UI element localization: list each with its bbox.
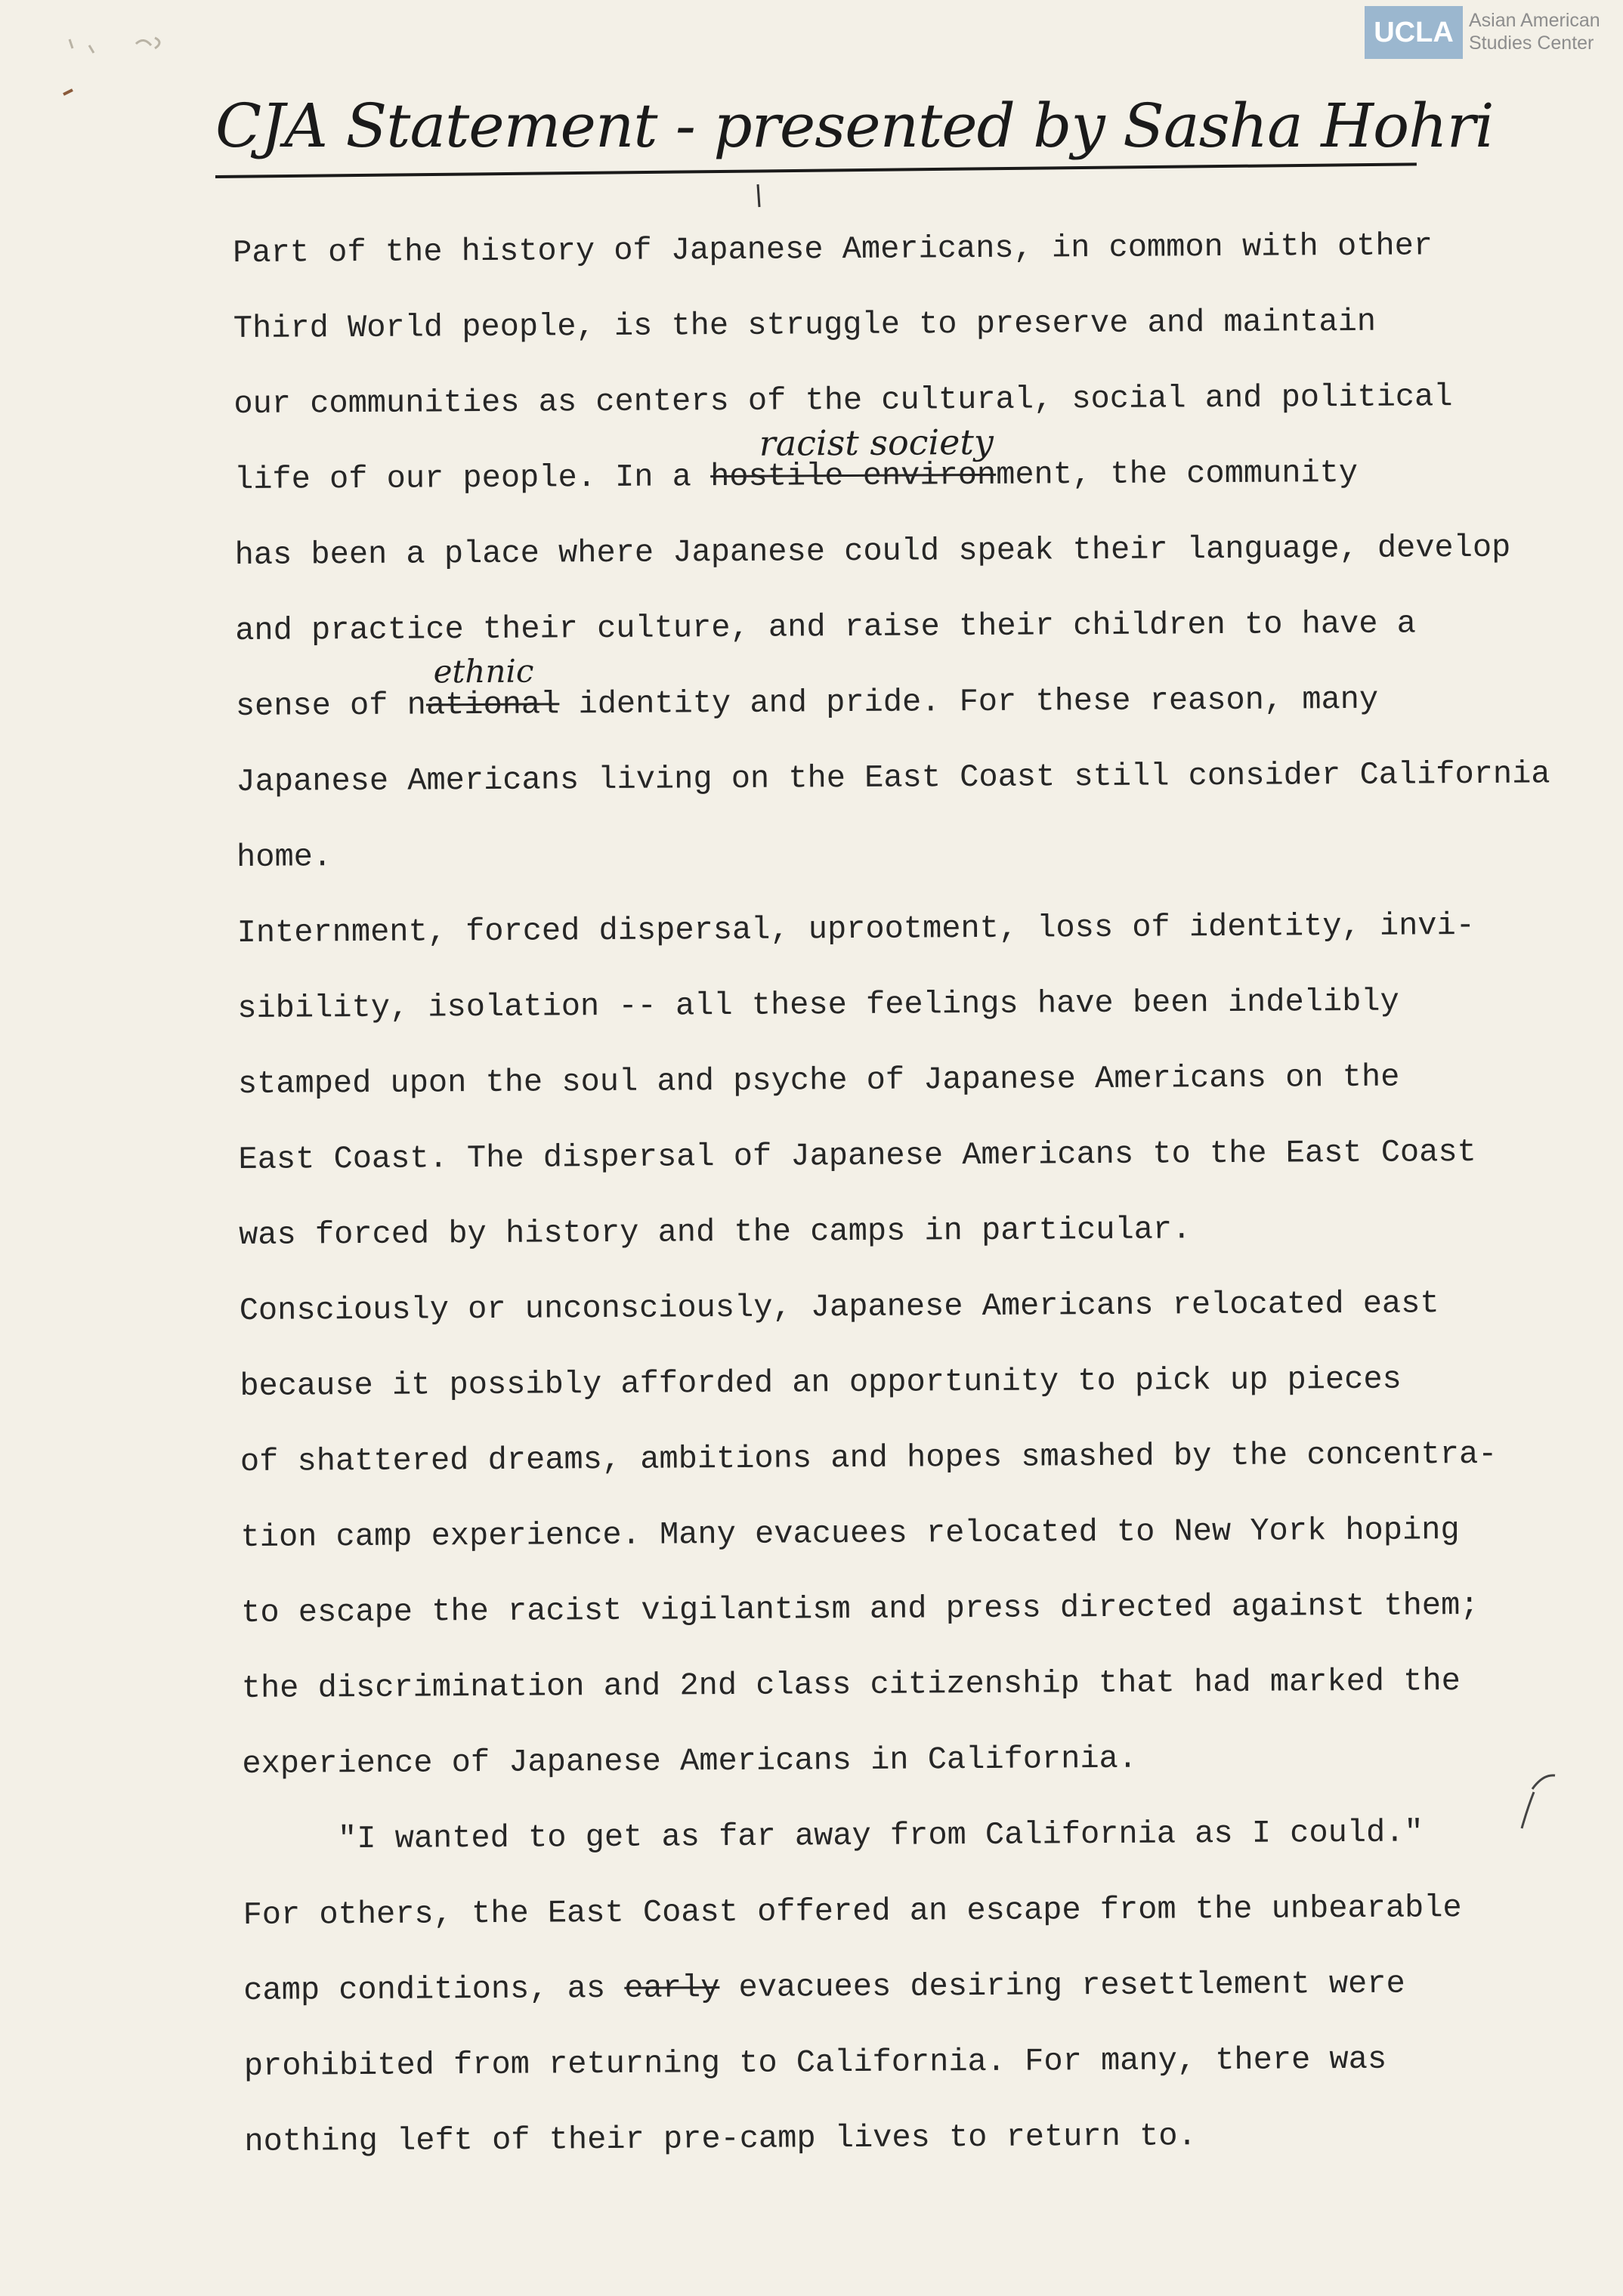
text-line: stamped upon the soul and psyche of Japanese Americans on the xyxy=(237,1058,1400,1102)
struck-text: hostile environ xyxy=(709,456,997,496)
text-line: and practice their culture, and raise their children to have a xyxy=(235,605,1417,649)
text-line-with-correction xyxy=(243,1956,1623,2040)
logo-caption-line1: Asian American xyxy=(1469,10,1600,31)
ucla-logo-mark: UCLA xyxy=(1365,6,1463,59)
text-segment: identity and pride. For these reason, many xyxy=(559,681,1379,723)
text-line: experience of Japanese Americans in California. xyxy=(242,1740,1138,1782)
handwritten-title: CJA Statement - presented by Sasha Hohri xyxy=(215,91,1494,161)
text-segment: camp conditions, as xyxy=(243,1970,625,2009)
text-line: "I wanted to get as far away from California as I could." xyxy=(242,1814,1424,1858)
text-line: Consciously or unconsciously, Japanese Americans relocated east xyxy=(239,1285,1439,1329)
text-line: sibility, isolation -- all these feelings have been indelibly xyxy=(237,983,1399,1027)
text-line: nothing left of their pre-camp lives to return to. xyxy=(244,2118,1197,2160)
text-line-with-correction xyxy=(233,421,1618,529)
text-segment: evacuees desiring resettlement were xyxy=(719,1965,1405,2007)
text-line: was forced by history and the camps in particular. xyxy=(239,1211,1192,1253)
text-segment: sense of n xyxy=(235,687,427,725)
text-line: has been a place where Japanese could speak their language, develop xyxy=(234,529,1511,573)
text-line: because it possibly afforded an opportunity to pick up pieces xyxy=(240,1361,1402,1404)
text-line: tion camp experience. Many evacuees relocated to New York hoping xyxy=(240,1512,1460,1556)
text-line: Part of the history of Japanese Americans, in common with other xyxy=(233,227,1433,271)
text-line: Internment, forced dispersal, uprootment, loss of identity, invi- xyxy=(236,907,1476,951)
handwritten-correction: racist society xyxy=(759,421,994,464)
text-line: our communities as centers of the cultural, social and political xyxy=(233,379,1453,422)
text-line: home. xyxy=(236,839,332,876)
text-line: of shattered dreams, ambitions and hopes smashed by the concentra- xyxy=(240,1435,1498,1480)
text-line: East Coast. The dispersal of Japanese Americans to the East Coast xyxy=(238,1133,1476,1178)
logo-caption-line2: Studies Center xyxy=(1469,32,1594,54)
text-line: the discrimination and 2nd class citizenship that had marked the xyxy=(241,1663,1461,1707)
text-line: For others, the East Coast offered an escape from the unbearable xyxy=(243,1890,1462,1933)
struck-text: early xyxy=(624,1970,720,2007)
text-segment: life of our people. In a xyxy=(233,459,711,498)
typed-body xyxy=(233,218,1623,2191)
handwritten-correction: ethnic xyxy=(433,652,534,691)
text-line: prohibited from returning to California. For many, there was xyxy=(243,2041,1387,2084)
text-line: Japanese Americans living on the East Coast still consider California xyxy=(236,756,1550,800)
text-line-with-correction xyxy=(235,652,1619,756)
text-segment: ment, the community xyxy=(996,454,1359,493)
text-line: Third World people, is the struggle to preserve and maintain xyxy=(233,303,1377,347)
text-line: to escape the racist vigilantism and press directed against them; xyxy=(241,1587,1479,1631)
struck-text: ational xyxy=(425,686,560,724)
